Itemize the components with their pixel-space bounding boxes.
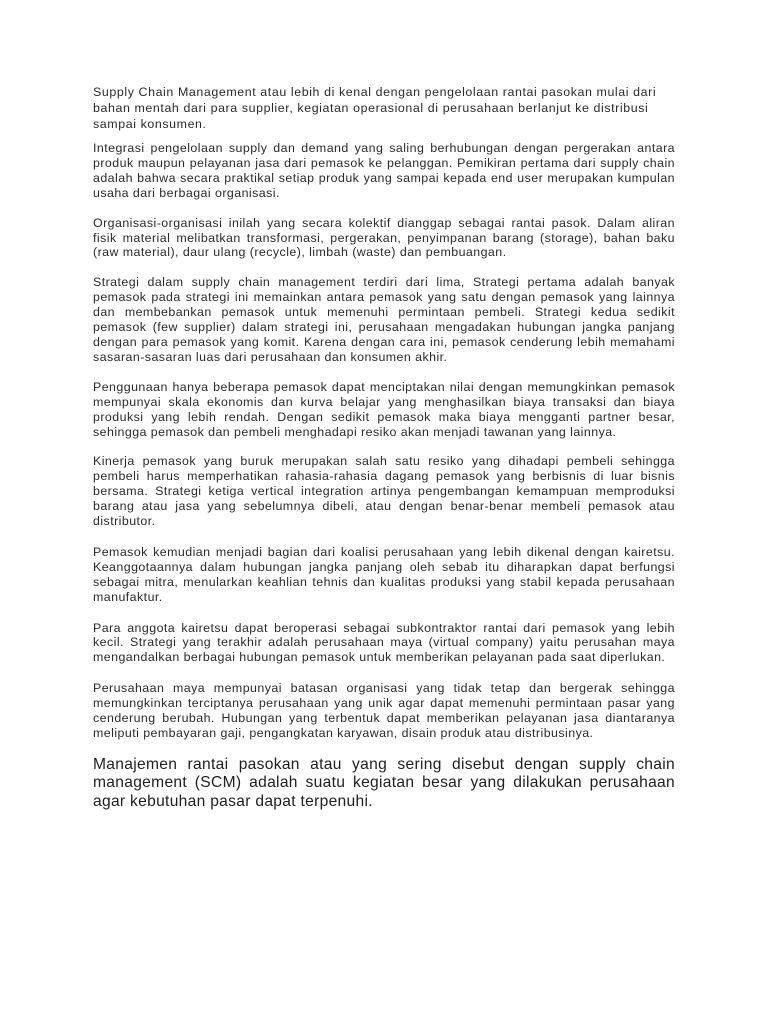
closing-paragraph: Manajemen rantai pasokan atau yang sering disebut dengan supply chain management (SCM) adalah suatu kegiatan besar yang dilakukan perusahaan agar kebutuhan pasar dapat terpenuhi. xyxy=(93,755,675,810)
paragraph-kairetsu: Pemasok kemudian menjadi bagian dari koalisi perusahaan yang lebih dikenal dengan kairetsu. Keanggotaannya dalam hubungan jangka panjang oleh sebab itu diharapkan dapat berfungsi sebagai mitra, menularkan keahlian tehnis dan kualitas produksi yang stabil kepada perusahaan manufaktur. xyxy=(93,544,675,604)
paragraph-virtual-company: Para anggota kairetsu dapat beroperasi sebagai subkontraktor rantai dari pemasok yang lebih kecil. Strategi yang terakhir adalah perusahaan maya (virtual company) yaitu perusahan maya mengandalkan berbagai hubungan pemasok untuk memberikan pelayanan pada saat diperlukan. xyxy=(93,620,675,665)
paragraph-organizations: Organisasi-organisasi inilah yang secara kolektif dianggap sebagai rantai pasok. Dalam aliran fisik material melibatkan transformasi, pergerakan, penyimpanan barang (storage), bahan baku (raw material), daur ulang (recycle), limbah (waste) dan pembuangan. xyxy=(93,215,675,260)
paragraph-strategies: Strategi dalam supply chain management terdiri dari lima, Strategi pertama adalah banyak pemasok pada strategi ini memainkan antara pemasok yang satu dengan pemasok yang lainnya dan membebankan pemasok untuk memenuhi permintaan pembeli. Strategi kedua sedikit pemasok (few supplier) dalam strategi ini, perusahaan mengadakan hubungan jangka panjang dengan para pemasok yang komit. Karena dengan cara ini, pemasok cenderung lebih memahami sasaran-sasaran luas dari perusahaan dan konsumen akhir. xyxy=(93,275,675,364)
paragraph-integration: Integrasi pengelolaan supply dan demand yang saling berhubungan dengan pergerakan antara produk maupun pelayanan jasa dari pemasok ke pelanggan. Pemikiran pertama dari supply chain adalah bahwa secara praktikal setiap produk yang sampai kepada end user merupakan kumpulan usaha dari berbagai organisasi. xyxy=(93,141,675,200)
paragraph-few-suppliers: Penggunaan hanya beberapa pemasok dapat menciptakan nilai dengan memungkinkan pemasok mempunyai skala ekonomis dan kurva belajar yang menghasilkan biaya transaksi dan biaya produksi yang lebih rendah. Dengan sedikit pemasok maka biaya mengganti partner besar, sehingga pemasok dan pembeli menghadapi resiko akan menjadi tawanan yang lainnya. xyxy=(93,379,675,439)
paragraph-vertical-integration: Kinerja pemasok yang buruk merupakan salah satu resiko yang dihadapi pembeli sehingga pembeli harus memperhatikan rahasia-rahasia dagang pemasok yang berbisnis di luar bisnis bersama. Strategi ketiga vertical integration artinya pengembangan kemampuan memproduksi barang atau jasa yang sebelumnya dibeli, atau dengan benar-benar membeli pemasok atau distributor. xyxy=(93,454,675,529)
paragraph-virtual-company-details: Perusahaan maya mempunyai batasan organisasi yang tidak tetap dan bergerak sehingga memungkinkan terciptanya perusahaan yang unik agar dapat memenuhi permintaan pasar yang cenderung berubah. Hubungan yang terbentuk dapat memberikan pelayanan jasa diantaranya meliputi pembayaran gaji, pengangkatan karyawan, disain produk atau distribusinya. xyxy=(93,681,675,740)
paragraph-scm-definition: Supply Chain Management atau lebih di kenal dengan pengelolaan rantai pasokan mulai dari bahan mentah dari para supplier, kegiatan operasional di perusahaan berlanjut ke distribusi sampai konsumen. xyxy=(93,85,657,131)
document-page xyxy=(93,84,675,827)
